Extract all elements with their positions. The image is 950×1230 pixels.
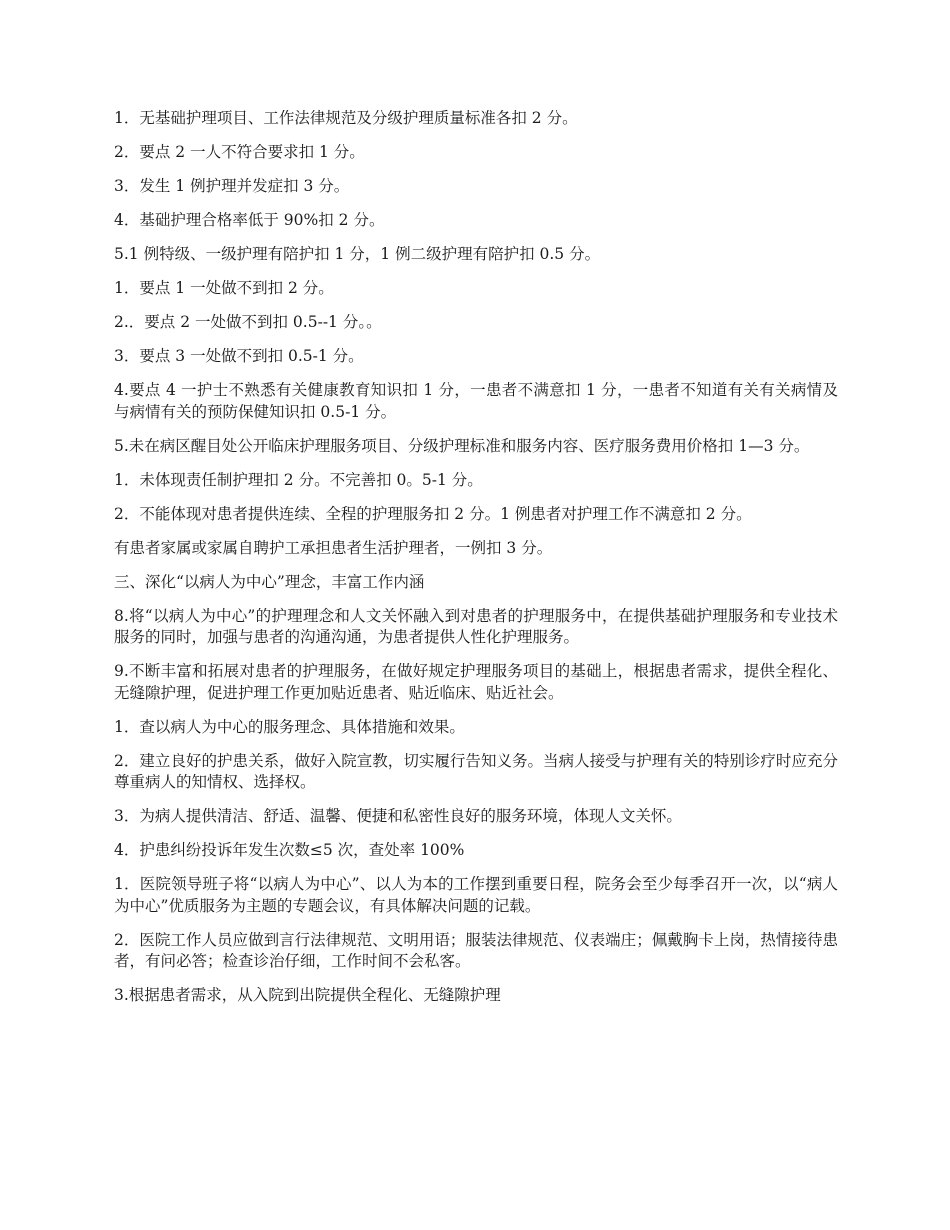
- paragraph-18: 2．建立良好的护患关系，做好入院宣教，切实履行告知义务。当病人接受与护理有关的特别诊疗时应充分尊重病人的知情权、选择权。: [114, 751, 838, 791]
- paragraph-7: 2.．要点 2 一处做不到扣 0.5--1 分。。: [114, 313, 382, 331]
- paragraph-20: 4．护患纠纷投诉年发生次数≤5 次，查处率 100%: [114, 841, 465, 859]
- paragraph-5: 5.1 例特级、一级护理有陪护扣 1 分，1 例二级护理有陪护扣 0.5 分。: [114, 245, 601, 263]
- paragraph-13: 有患者家属或家属自聘护工承担患者生活护理者，一例扣 3 分。: [114, 538, 553, 557]
- paragraph-12: 2．不能体现对患者提供连续、全程的护理服务扣 2 分。1 例患者对护理工作不满意扣 2 分。: [114, 504, 752, 523]
- paragraph-19: 3．为病人提供清洁、舒适、温馨、便捷和私密性良好的服务环境，体现人文关怀。: [114, 807, 682, 825]
- paragraph-4: 4．基础护理合格率低于 90%扣 2 分。: [114, 211, 385, 229]
- paragraph-11: 1．未体现责任制护理扣 2 分。不完善扣 0。5-1 分。: [114, 470, 483, 489]
- paragraph-15: 8.将“以病人为中心”的护理理念和人文关怀融入到对患者的护理服务中，在提供基础护理服务和专业技术服务的同时，加强与患者的沟通沟通，为患者提供人性化护理服务。: [114, 606, 838, 646]
- paragraph-23: 3.根据患者需求，从入院到出院提供全程化、无缝隙护理: [114, 986, 501, 1004]
- paragraph-16: 9.不断丰富和拓展对患者的护理服务，在做好规定护理服务项目的基础上，根据患者需求，提供全程化、无缝隙护理，促进护理工作更加贴近患者、贴近临床、贴近社会。: [114, 662, 838, 702]
- document-body: [114, 108, 838, 1019]
- paragraph-22: 2．医院工作人员应做到言行法律规范、文明用语；服装法律规范、仪表端庄；佩戴胸卡上岗，热情接待患者，有问必答；检查诊治仔细，工作时间不会私客。: [114, 930, 838, 970]
- paragraph-10: 5.未在病区醒目处公开临床护理服务项目、分级护理标准和服务内容、医疗服务费用价格扣 1—3 分。: [114, 436, 810, 455]
- paragraph-21: 1．医院领导班子将“以病人为中心”、以人为本的工作摆到重要日程，院务会至少每季召开一次，以“病人为中心”优质服务为主题的专题会议，有具体解决问题的记载。: [114, 875, 838, 915]
- paragraph-8: 3．要点 3 一处做不到扣 0.5-1 分。: [114, 347, 364, 365]
- paragraph-17: 1．查以病人为中心的服务理念、具体措施和效果。: [114, 717, 465, 736]
- paragraph-6: 1．要点 1 一处做不到扣 2 分。: [114, 279, 334, 297]
- section-heading: 三、深化“以病人为中心”理念，丰富工作内涵: [114, 572, 425, 591]
- paragraph-2: 2．要点 2 一人不符合要求扣 1 分。: [114, 143, 365, 161]
- paragraph-3: 3．发生 1 例护理并发症扣 3 分。: [114, 177, 350, 195]
- paragraph-9: 4.要点 4 一护士不熟悉有关健康教育知识扣 1 分，一患者不满意扣 1 分，一患者不知道有关有关病情及与病情有关的预防保健知识扣 0.5-1 分。: [114, 381, 838, 421]
- paragraph-1: 1．无基础护理项目、工作法律规范及分级护理质量标准各扣 2 分。: [114, 109, 578, 127]
